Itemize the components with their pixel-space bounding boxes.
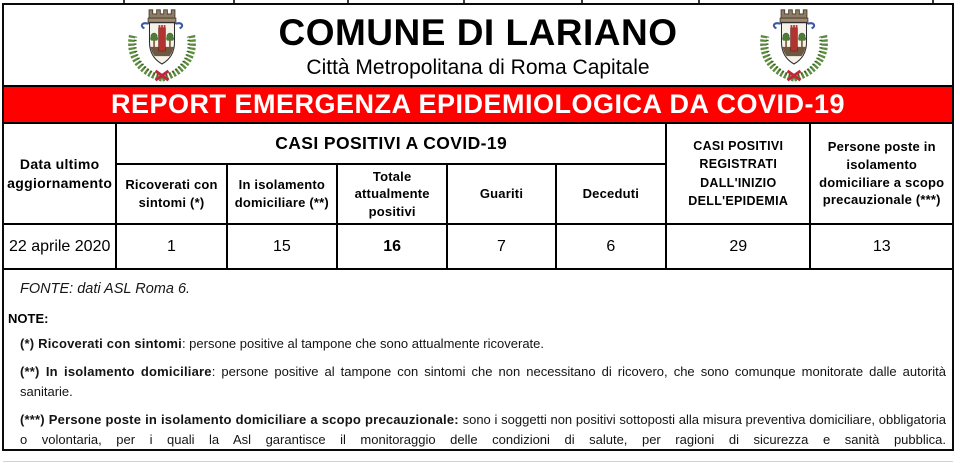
- notes-heading: NOTE:: [8, 311, 49, 326]
- commune-subtitle: Città Metropolitana di Roma Capitale: [306, 56, 650, 80]
- title-block: [243, 10, 713, 80]
- report-document: [2, 3, 954, 451]
- col-header-deceduti: Deceduti: [556, 164, 666, 224]
- cell-registrati-dall-inizio: 29: [666, 224, 810, 269]
- col-header-in-isolamento-domiciliare: In isolamento domiciliare (**): [227, 164, 337, 224]
- covid-report-table: [4, 124, 952, 270]
- table-header-row-1: [4, 124, 952, 164]
- note-precauzionale-lead: (***) Persone poste in isolamento domiciliare a scopo precauzionale:: [20, 412, 459, 427]
- cell-guariti: 7: [447, 224, 555, 269]
- cell-deceduti: 6: [556, 224, 666, 269]
- document-header: [4, 5, 952, 85]
- cell-totale-attualmente-positivi: 16: [337, 224, 447, 269]
- col-header-totale-attualmente-positivi: Totale attualmente positivi: [337, 164, 447, 224]
- col-header-ricoverati-con-sintomi: Ricoverati con sintomi (*): [116, 164, 226, 224]
- screenshot-bottom-edge: [3, 461, 953, 462]
- source-note: FONTE: dati ASL Roma 6.: [20, 281, 191, 297]
- col-header-guariti: Guariti: [447, 164, 555, 224]
- note-ricoverati: [8, 334, 946, 354]
- col-header-casi-registrati-inizio-epidemia: CASI POSITIVI REGISTRATI DALL'INIZIO DELL'EPIDEMIA: [666, 124, 810, 224]
- note-isolamento-text: : persone positive al tampone con sintomi che non necessitano di ricovero, che sono comunque monitorate dalle autorità sanitarie.: [20, 364, 946, 399]
- commune-title: COMUNE DI LARIANO: [278, 11, 678, 53]
- cell-ricoverati-con-sintomi: 1: [116, 224, 226, 269]
- note-isolamento-lead: (**) In isolamento domiciliare: [20, 364, 212, 379]
- col-header-isolamento-precauzionale: Persone poste in isolamento domiciliare a scopo precauzionale (***): [810, 124, 952, 224]
- note-ricoverati-text: : persone positive al tampone che sono attualmente ricoverate.: [181, 336, 544, 351]
- note-precauzionale: [8, 410, 946, 450]
- note-precauzionale-text: sono i soggetti non positivi sottoposti alla misura preventiva domiciliare, obbligatoria o volontaria, per i quali la Asl garantisce il monitoraggio delle condizioni di salute, per ragioni di sicurezza e sanità pubblica.: [20, 412, 947, 447]
- report-banner: REPORT EMERGENZA EPIDEMIOLOGICA DA COVID-19: [4, 85, 952, 124]
- cell-data-aggiornamento: 22 aprile 2020: [4, 224, 116, 269]
- table-data-row: [4, 224, 952, 269]
- col-group-header-casi-positivi: CASI POSITIVI A COVID-19: [116, 124, 666, 164]
- cell-in-isolamento-domiciliare: 15: [227, 224, 337, 269]
- note-ricoverati-lead: (*) Ricoverati con sintomi: [20, 336, 182, 351]
- note-isolamento: [8, 362, 946, 402]
- lariano-coat-of-arms-left-icon: [119, 7, 205, 83]
- notes-section: [4, 297, 952, 450]
- cell-isolamento-precauzionale: 13: [810, 224, 952, 269]
- col-header-data-ultimo-aggiornamento: Data ultimo aggiornamento: [4, 124, 116, 224]
- lariano-coat-of-arms-right-icon: [751, 7, 837, 83]
